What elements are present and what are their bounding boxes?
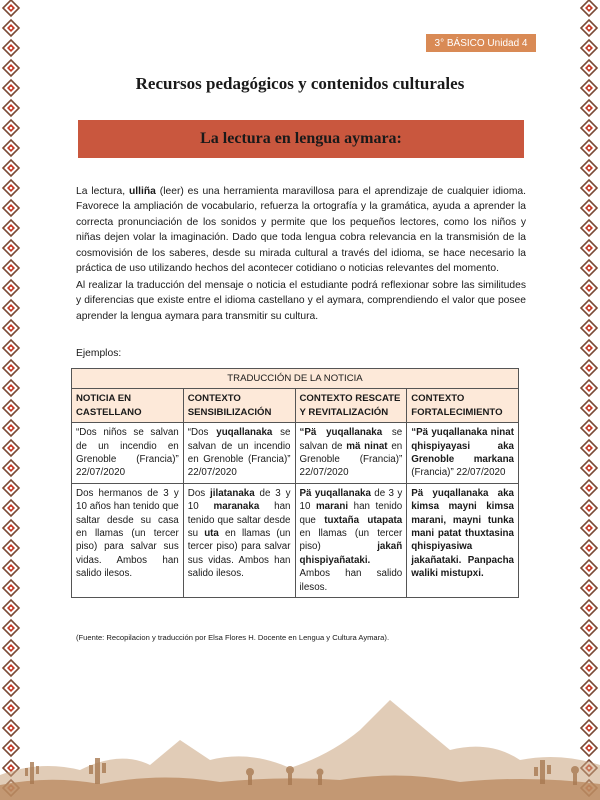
- table-caption: TRADUCCIÓN DE LA NOTICIA: [72, 369, 519, 389]
- table-row: [72, 423, 519, 484]
- table-cell: Dos jilatanaka de 3 y 10 maranaka han tenido que saltar desde su uta en llamas (un tercer piso) para salvar sus vidas. Ambos han salido ilesos.: [183, 483, 295, 597]
- table-cell: “Pä yuqallanaka ninat qhispiyayasi aka Grenoble markana (Francia)” 22/07/2020: [407, 423, 519, 484]
- column-header: CONTEXTO FORTALECIMIENTO: [407, 389, 519, 423]
- table-cell: “Dos niños se salvan de un incendio en Grenoble (Francia)” 22/07/2020: [72, 423, 184, 484]
- grade-unit-badge: 3° BÁSICO Unidad 4: [426, 34, 536, 52]
- table-row: [72, 483, 519, 597]
- column-header: CONTEXTO SENSIBILIZACIÓN: [183, 389, 295, 423]
- section-banner: [78, 120, 524, 158]
- intro-paragraph: La lectura, ulliña (leer) es una herramienta maravillosa para el aprendizaje de cualquier idioma. Favorece la ampliación de vocabulario, refuerza la ortografía y la gramática, ayuda a aprender la correcta pronunciación de los sonidos y permite que los pequeños lectores, como los niños y niñas dejen volar la imaginación. Dado que toda lengua cobra relevancia en la transmisión de la cosmovisión de los saberes, desde su mirada cultural a través del idioma, se hace necesario la práctica de uso utilizando hechos del acontecer cotidiano o noticias relevantes del momento.: [76, 186, 526, 275]
- andean-landscape-silhouette-icon: [0, 680, 600, 800]
- reflection-paragraph: Al realizar la traducción del mensaje o noticia el estudiante podrá reflexionar sobre las similitudes y diferencias que existe entre el idioma castellano y el aymara, comprendiendo el valor que posee aprender la lengua aymara para transmitir su cultura.: [76, 280, 526, 322]
- column-header: NOTICIA EN CASTELLANO: [72, 389, 184, 423]
- examples-label: Ejemplos:: [76, 348, 122, 359]
- page-title: Recursos pedagógicos y contenidos culturales: [135, 74, 465, 93]
- table-cell: Dos hermanos de 3 y 10 años han tenido que saltar desde su casa en llamas (un tercer piso) para salvar sus vidas. Ambos han salido ilesos.: [72, 483, 184, 597]
- table-cell: Pä yuqallanaka aka kimsa mayni kimsa marani, mayni tunka mani patat thuxtasina qhispiyasiwa jakañataki. Panpacha waliki mistupxi.: [407, 483, 519, 597]
- table-cell: “Pä yuqallanaka se salvan de mä ninat en Grenoble (Francia)” 22/07/2020: [295, 423, 407, 484]
- table-cell: “Dos yuqallanaka se salvan de un incendio en Grenoble (Francia)” 22/07/2020: [183, 423, 295, 484]
- table-cell: Pä yuqallanaka de 3 y 10 marani han tenido que tuxtaña utapata en llamas (un tercer piso) jakañ qhispiyañataki. Ambos han salido ilesos.: [295, 483, 407, 597]
- source-note: (Fuente: Recopilacion y traducción por Elsa Flores H. Docente en Lengua y Cultura Aymara).: [76, 633, 390, 642]
- section-title: La lectura en lengua aymara:: [200, 130, 402, 147]
- column-header: CONTEXTO RESCATE Y REVITALIZACIÓN: [295, 389, 407, 423]
- translation-table: [71, 368, 519, 598]
